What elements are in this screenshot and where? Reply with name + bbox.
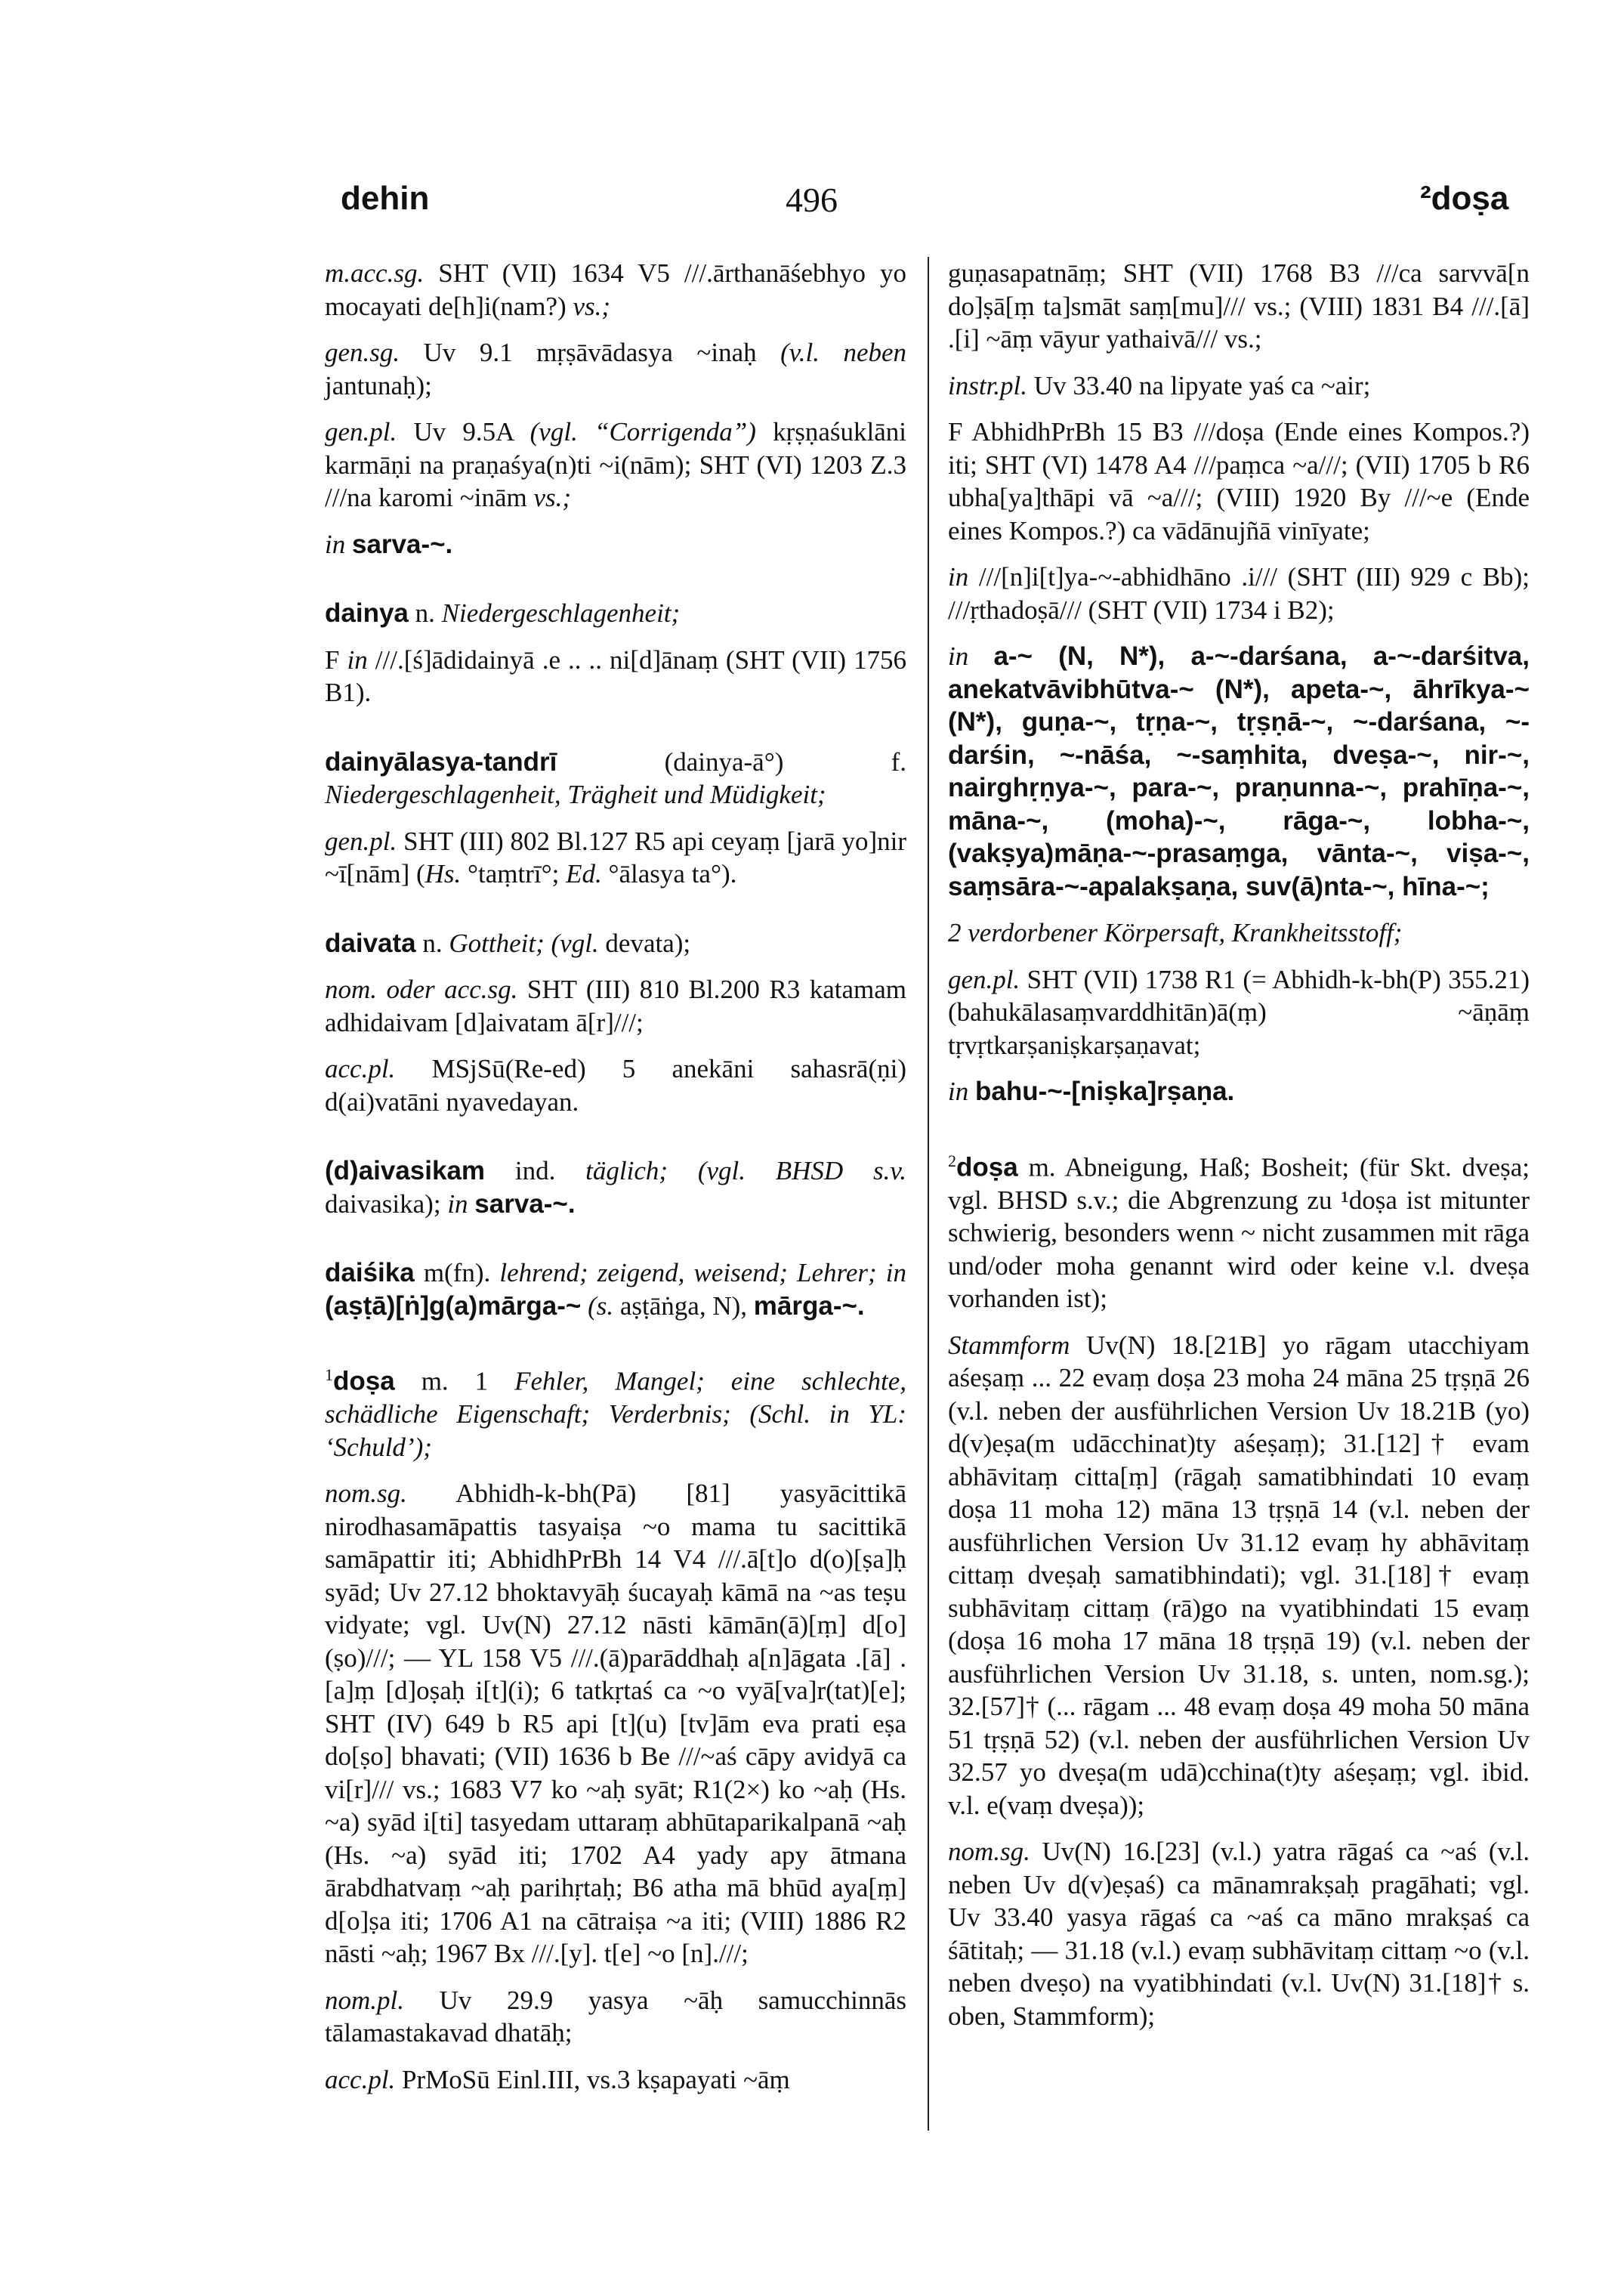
paragraph: nom.sg. Uv(N) 16.[23] (v.l.) yatra rāgaś ca ~aś (v.l. neben Uv d(v)eṣaś) ca mānamrakṣaḥ pragāhati; vgl. Uv 33.40 yasya rāgaś ca ~aś ca māno mrakṣaś ca śātitaḥ; — 31.18 (v.l.) evaṃ subhāvitaṃ cittaṃ ~o (v.l. neben dveṣo) na vyatibhindati (v.l. Uv(N) 31.[18]† s. oben, Stammform); xyxy=(948,1837,1530,2031)
paragraph: in sarva-~. xyxy=(325,529,453,559)
column-divider xyxy=(928,257,929,2131)
running-head-right: ²doṣa xyxy=(1420,180,1509,217)
entry-dosa-2: $^2$doṣa m. Abneigung, Haß; Bosheit; (für Skt. dveṣa; vgl. BHSD s.v.; die Abgrenzung zu ¹doṣa ist mitunter schwierig, besonders wenn ~ nicht zusammen mit rāga und/oder moha genannt wird oder keine v.l. dveṣa vorhanden ist); xyxy=(948,1151,1530,1314)
running-head-left: dehin xyxy=(341,180,430,217)
entry-dainyalasya: dainyālasya-tandrī (dainya-ā°) f. Niedergeschlagenheit, Trägheit und Müdigkeit; xyxy=(325,746,907,809)
paragraph: gen.pl. SHT (III) 802 Bl.127 R5 api ceyaṃ [jarā yo]nir ~ī[nām] (Hs. °taṃtrī°; Ed. °ālasya ta°). xyxy=(325,826,906,889)
paragraph: gen.pl. SHT (VII) 1738 R1 (= Abhidh-k-bh(P) 355.21) (bahukālasaṃvarddhitān)ā(ṃ) ~āṇāṃ tṛvṛtkarṣaniṣkarṣaṇavat; xyxy=(948,964,1530,1060)
paragraph: guṇasapatnāṃ; SHT (VII) 1768 B3 ///ca sarvvā[n do]ṣā[ṃ ta]smāt saṃ[mu]/// vs.; (VIII) 1831 B4 ///.[ā] .[i] ~āṃ vāyur yathaivā/// vs.; xyxy=(948,258,1530,354)
paragraph: in ///[n]i[t]ya-~-abhidhāno .i/// (SHT (III) 929 c Bb); ///ṛthadoṣā/// (SHT (VII) 1734 i B2); xyxy=(948,562,1530,625)
page-number: 496 xyxy=(786,181,838,219)
right-column xyxy=(948,257,1530,2046)
paragraph: in bahu-~-[niṣka]rṣaṇa. xyxy=(948,1077,1235,1106)
paragraph: F AbhidhPrBh 15 B3 ///doṣa (Ende eines Kompos.?) iti; SHT (VI) 1478 A4 ///paṃca ~a///; (VII) 1705 b R6 ubha[ya]thāpi vā ~a///; (VIII) 1920 By ///~e (Ende eines Kompos.?) ca vādānujñā vinīyate; xyxy=(948,417,1530,545)
entry-daivasikam: (d)aivasikam ind. täglich; (vgl. BHSD s.v. daivasika); in sarva-~. xyxy=(325,1156,907,1219)
paragraph: nom.sg. Abhidh-k-bh(Pā) [81] yasyācittikā nirodhasamāpattis tasyaiṣa ~o mama tu sacittikā samāpattir iti; AbhidhPrBh 14 V4 ///.ā[t]o d(o)[ṣa]ḥ syād; Uv 27.12 bhoktavyāḥ śucayaḥ kāmā na ~as teṣu vidyate; vgl. Uv(N) 27.12 nāsti kāmān(ā)[ṃ] d[o](ṣo)///; — YL 158 V5 ///.(ā)parāddhaḥ a[n]āgata .[ā] .[a]ṃ [d]oṣaḥ i[t](i); 6 tatkṛtaś ca ~o vyā[va]r(tat)[e]; SHT (IV) 649 b R5 api [t](u) [tv]ām eva prati eṣa do[ṣo] bhavati; (VII) 1636 b Be ///~aś cāpy avidyā ca vi[r]/// vs.; 1683 V7 ko ~aḥ syāt; R1(2×) ko ~aḥ (Hs. ~a) syād i[ti] tasyedam uttaraṃ abhūtaparikalpanā ~aḥ (Hs. ~a) syād iti; 1702 A4 yady apy ātmana ārabdhatvaṃ ~aḥ parihṛtaḥ; B6 atha mā bhūd aya[ṃ] d[o]ṣa iti; 1706 A1 na cātraiṣa ~a iti; (VIII) 1886 R2 nāsti ~aḥ; 1967 Bx ///.[y]. t[e] ~o [n].///; xyxy=(325,1479,906,1969)
paragraph: gen.pl. Uv 9.5A (vgl. “Corrigenda”) kṛṣṇaśuklāni karmāṇi na praṇaśya(n)ti ~i(nām); SHT (VI) 1203 Z.3 ///na karomi ~inām vs.; xyxy=(325,417,907,512)
paragraph: F in ///.[ś]ādidainyā .e .. .. ni[d]ānaṃ (SHT (VII) 1756 B1). xyxy=(325,644,907,707)
entry-dainya: dainya n. Niedergeschlagenheit; xyxy=(325,598,681,628)
paragraph: m.acc.sg. SHT (VII) 1634 V5 ///.ārthanāśebhyo yo mocayati de[h]i(nam?) vs.; xyxy=(325,258,906,321)
entry-dosa-1: $^1$doṣa m. 1 Fehler, Mangel; eine schlechte, schädliche Eigenschaft; Verderbnis; (Schl. in YL: ‘Schuld’); xyxy=(325,1365,907,1462)
paragraph: instr.pl. Uv 33.40 na lipyate yaś ca ~air; xyxy=(948,370,1371,400)
paragraph: nom.pl. Uv 29.9 yasya ~āḥ samucchinnās tālamastakavad dhatāḥ; xyxy=(325,1985,907,2048)
paragraph: acc.pl. PrMoSū Einl.III, vs.3 kṣapayati ~āṃ xyxy=(325,2064,790,2094)
page-header xyxy=(0,0,1624,242)
paragraph: in a-~ (N, N*), a-~-darśana, a-~-darśitva, anekatvāvibhūtva-~ (N*), apeta-~, āhrīkya-~ (N*), guṇa-~, tṛṇa-~, tṛṣṇā-~, ~-darśana, ~-darśin, ~-nāśa, ~-saṃhita, dveṣa-~, nir-~, nairghṛṇya-~, para-~, praṇunna-~, prahīṇa-~, māna-~, (moha)-~, rāga-~, lobha-~, (vakṣya)māṇa-~-prasaṃga, vānta-~, viṣa-~, saṃsāra-~-apalakṣaṇa, suv(ā)nta-~, hīna-~; xyxy=(948,641,1530,901)
entry-daisika: daiśika m(fn). lehrend; zeigend, weisend; Lehrer; in (aṣṭā)[ṅ]g(a)mārga-~ (s. aṣṭāṅga, N), mārga-~. xyxy=(325,1258,907,1321)
paragraph: Stammform Uv(N) 18.[21B] yo rāgam utacchiyam aśeṣaṃ ... 22 evaṃ doṣa 23 moha 24 māna 25 tṛṣṇā 26 (v.l. neben der ausführlichen Version Uv 18.21B (yo) d(v)eṣa(m udācchinat)ty aśeṣaṃ); 31.[12]† evam abhāvitaṃ citta[ṃ] (rāgaḥ samatibhindati 10 evaṃ doṣa 11 moha 12) māna 13 tṛṣṇā 14 (v.l. neben der ausführlichen Version Uv 31.12 evaṃ hy abhāvitaṃ cittaṃ dveṣaḥ samatibhindati); vgl. 31.[18]† evaṃ subhāvitaṃ cittaṃ (rā)go na vyatibhindati 15 evaṃ (doṣa 16 moha 17 māna 18 tṛṣṇā 19) (v.l. neben der ausführlichen Version Uv 31.18, s. unten, nom.sg.); 32.[57]† (... rāgam ... 48 evaṃ doṣa 49 moha 50 māna 51 tṛṣṇā 52) (v.l. neben der ausführlichen Version Uv 32.57 yo dveṣa(m udā)cchina(t)ty aśeṣaṃ; vgl. ibid. v.l. e(vaṃ dveṣa)); xyxy=(948,1330,1530,1820)
paragraph: gen.sg. Uv 9.1 mṛṣāvādasya ~inaḥ (v.l. neben jantunaḥ); xyxy=(325,338,907,400)
paragraph: 2 verdorbener Körpersaft, Krankheitsstoff; xyxy=(948,918,1403,947)
entry-daivata: daivata n. Gottheit; (vgl. devata); xyxy=(325,928,691,958)
paragraph: acc.pl. MSjSū(Re-ed) 5 anekāni sahasrā(ṇi) d(ai)vatāni nyavedayan. xyxy=(325,1054,906,1117)
left-column xyxy=(325,257,906,2109)
paragraph: nom. oder acc.sg. SHT (III) 810 Bl.200 R3 katamam adhidaivam [d]aivatam ā[r]///; xyxy=(325,975,907,1037)
